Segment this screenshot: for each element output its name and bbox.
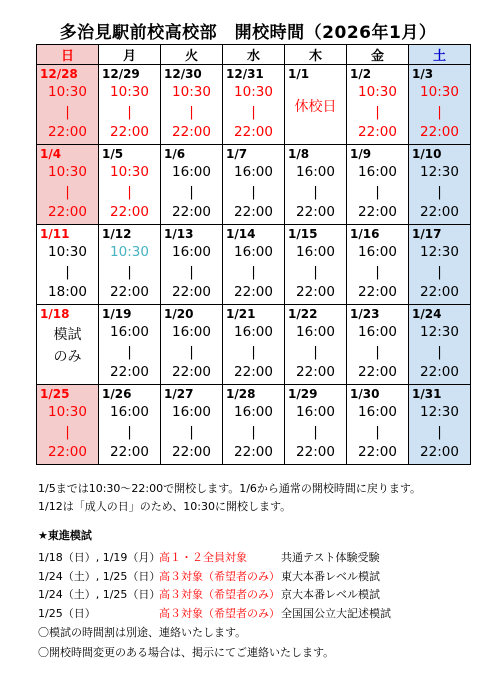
day-date: 1/21 — [226, 307, 256, 321]
weekday-sunday: 日 — [37, 45, 99, 65]
page-title: 多治見駅前校高校部 開校時間（2026年1月） — [59, 23, 437, 43]
time-separator: | — [127, 264, 132, 280]
open-time: 16:00 — [358, 404, 397, 420]
calendar-day-cell — [285, 65, 347, 145]
open-time: 10:30 — [48, 244, 87, 260]
time-separator: | — [313, 424, 318, 440]
mock-exam-target: 高３対象（希望者のみ） — [159, 569, 280, 583]
calendar-day-cell — [37, 305, 99, 385]
calendar-day-cell — [409, 65, 471, 145]
mock-exam-date: 1/25（日） — [38, 606, 96, 620]
calendar-day-cell — [347, 145, 409, 225]
close-time: 22:00 — [234, 124, 273, 140]
mock-exam-target: 高３対象（希望者のみ） — [159, 588, 280, 602]
calendar-day-cell — [223, 65, 285, 145]
time-separator: | — [313, 184, 318, 200]
calendar-day-cell — [285, 225, 347, 305]
close-time: 22:00 — [420, 124, 459, 140]
weekday-friday: 金 — [347, 45, 409, 65]
open-time: 16:00 — [110, 404, 149, 420]
open-time: 16:00 — [172, 244, 211, 260]
open-time: 12:30 — [420, 404, 459, 420]
close-time: 22:00 — [420, 284, 459, 300]
open-time: 16:00 — [358, 244, 397, 260]
time-separator: | — [313, 264, 318, 280]
open-time: 16:00 — [172, 164, 211, 180]
mock-exam-row — [38, 604, 441, 623]
time-separator: | — [251, 424, 256, 440]
day-date: 1/1 — [288, 67, 310, 81]
calendar-day-cell — [223, 385, 285, 465]
open-time: 16:00 — [358, 324, 397, 340]
mock-exam-date: 1/24（土）, 1/25（日） — [38, 569, 161, 583]
time-separator: | — [65, 424, 70, 440]
day-date: 1/10 — [412, 147, 442, 161]
day-date: 12/30 — [164, 67, 202, 81]
day-date: 1/20 — [164, 307, 194, 321]
calendar-day-cell — [409, 305, 471, 385]
mock-exam-section — [38, 527, 441, 622]
day-date: 1/31 — [412, 387, 442, 401]
day-date: 1/11 — [40, 227, 70, 241]
close-time: 22:00 — [172, 284, 211, 300]
day-date: 1/16 — [350, 227, 380, 241]
open-time: 12:30 — [420, 164, 459, 180]
day-date: 1/29 — [288, 387, 318, 401]
calendar-day-cell — [37, 225, 99, 305]
close-time: 22:00 — [420, 364, 459, 380]
calendar-day-cell — [409, 225, 471, 305]
calendar-day-cell — [99, 385, 161, 465]
time-separator: | — [251, 104, 256, 120]
calendar-day-cell — [37, 65, 99, 145]
time-separator: | — [251, 184, 256, 200]
weekday-saturday: 土 — [409, 45, 471, 65]
day-date: 1/25 — [40, 387, 70, 401]
calendar-week-row — [37, 225, 471, 305]
time-separator: | — [251, 264, 256, 280]
open-time: 16:00 — [172, 404, 211, 420]
mock-exam-row — [38, 585, 441, 604]
close-time: 22:00 — [234, 444, 273, 460]
close-time: 22:00 — [420, 204, 459, 220]
weekday-thursday: 木 — [285, 45, 347, 65]
open-time: 10:30 — [48, 404, 87, 420]
day-date: 1/13 — [164, 227, 194, 241]
open-time: 12:30 — [420, 324, 459, 340]
time-separator: | — [251, 344, 256, 360]
close-time: 22:00 — [358, 124, 397, 140]
calendar-day-cell — [161, 65, 223, 145]
close-time: 22:00 — [172, 124, 211, 140]
mock-only-label: のみ — [53, 349, 82, 365]
mock-exam-name: 全国国公立大記述模試 — [281, 606, 391, 620]
close-time: 22:00 — [358, 444, 397, 460]
open-time: 12:30 — [420, 244, 459, 260]
time-separator: | — [65, 184, 70, 200]
open-time: 16:00 — [110, 324, 149, 340]
calendar-day-cell — [37, 145, 99, 225]
open-time: 16:00 — [234, 324, 273, 340]
day-date: 1/18 — [40, 307, 70, 321]
calendar-day-cell — [161, 145, 223, 225]
time-separator: | — [375, 264, 380, 280]
mock-exam-name: 東大本番レベル模試 — [281, 569, 380, 583]
mock-exam-date: 1/18（日）, 1/19（月） — [38, 551, 161, 565]
calendar-day-cell — [99, 65, 161, 145]
calendar-day-cell — [223, 225, 285, 305]
day-date: 12/29 — [102, 67, 140, 81]
day-date: 1/3 — [412, 67, 434, 81]
day-date: 1/19 — [102, 307, 132, 321]
open-time: 16:00 — [296, 164, 335, 180]
day-date: 1/26 — [102, 387, 132, 401]
open-time: 10:30 — [358, 84, 397, 100]
time-separator: | — [189, 264, 194, 280]
open-time: 10:30 — [234, 84, 273, 100]
time-separator: | — [189, 424, 194, 440]
close-time: 22:00 — [172, 444, 211, 460]
mock-exam-name: 共通テスト体験受験 — [281, 551, 380, 565]
close-time: 22:00 — [110, 284, 149, 300]
day-date: 1/17 — [412, 227, 442, 241]
time-separator: | — [437, 264, 442, 280]
time-separator: | — [127, 184, 132, 200]
calendar-day-cell — [161, 305, 223, 385]
calendar-table — [36, 44, 471, 465]
mock-exam-date: 1/24（土）, 1/25（日） — [38, 588, 161, 602]
close-time: 22:00 — [110, 204, 149, 220]
close-time: 18:00 — [48, 284, 87, 300]
open-time: 16:00 — [172, 324, 211, 340]
day-date: 1/14 — [226, 227, 256, 241]
mock-only-label: 模試 — [53, 327, 82, 343]
calendar-week-row — [37, 305, 471, 385]
note-line: 1/5までは10:30～22:00で開校します。1/6から通常の開校時間に戻ります。 — [38, 482, 422, 495]
time-separator: | — [127, 104, 132, 120]
note-line: 1/12は「成人の日」のため、10:30に開校します。 — [38, 500, 292, 513]
open-time: 16:00 — [296, 244, 335, 260]
day-date: 1/9 — [350, 147, 372, 161]
open-time: 10:30 — [110, 164, 149, 180]
close-time: 22:00 — [296, 364, 335, 380]
calendar-week-row — [37, 385, 471, 465]
calendar-day-cell — [99, 145, 161, 225]
calendar-day-cell — [161, 385, 223, 465]
footer-notes — [38, 623, 334, 663]
day-date: 1/12 — [102, 227, 132, 241]
close-time: 22:00 — [172, 204, 211, 220]
mock-exam-title: ★東進模試 — [38, 529, 92, 542]
close-time: 22:00 — [172, 364, 211, 380]
close-time: 22:00 — [296, 444, 335, 460]
close-time: 22:00 — [420, 444, 459, 460]
day-date: 1/22 — [288, 307, 318, 321]
time-separator: | — [437, 104, 442, 120]
calendar-day-cell — [37, 385, 99, 465]
weekday-tuesday: 火 — [161, 45, 223, 65]
open-time: 16:00 — [358, 164, 397, 180]
close-time: 22:00 — [296, 284, 335, 300]
calendar-week-row — [37, 65, 471, 145]
open-time: 16:00 — [296, 404, 335, 420]
day-date: 1/30 — [350, 387, 380, 401]
open-time: 16:00 — [234, 244, 273, 260]
footer-line: 〇模試の時間割は別途、連絡いたします。 — [38, 626, 247, 639]
calendar-day-cell — [347, 305, 409, 385]
time-separator: | — [437, 344, 442, 360]
calendar-day-cell — [347, 65, 409, 145]
calendar-day-cell — [99, 305, 161, 385]
time-separator: | — [65, 104, 70, 120]
notes — [38, 480, 421, 516]
day-date: 1/7 — [226, 147, 248, 161]
close-time: 22:00 — [296, 204, 335, 220]
time-separator: | — [437, 424, 442, 440]
mock-exam-row — [38, 567, 441, 586]
calendar-day-cell — [409, 385, 471, 465]
mock-exam-name: 京大本番レベル模試 — [281, 588, 380, 602]
calendar-day-cell — [285, 305, 347, 385]
calendar-week-row — [37, 145, 471, 225]
open-time: 10:30 — [110, 244, 149, 260]
calendar-day-cell — [347, 385, 409, 465]
calendar-day-cell — [223, 145, 285, 225]
close-time: 22:00 — [358, 364, 397, 380]
close-time: 22:00 — [48, 124, 87, 140]
close-time: 22:00 — [234, 364, 273, 380]
calendar-day-cell — [99, 225, 161, 305]
footer-line: 〇開校時間変更のある場合は、掲示にてご連絡いたします。 — [38, 646, 335, 659]
calendar-day-cell — [161, 225, 223, 305]
calendar-day-cell — [409, 145, 471, 225]
time-separator: | — [189, 344, 194, 360]
calendar-day-cell — [347, 225, 409, 305]
calendar-day-cell — [285, 145, 347, 225]
open-time: 16:00 — [234, 404, 273, 420]
time-separator: | — [313, 344, 318, 360]
time-separator: | — [127, 344, 132, 360]
day-date: 1/27 — [164, 387, 194, 401]
open-time: 10:30 — [48, 164, 87, 180]
time-separator: | — [375, 424, 380, 440]
closed-label: 休校日 — [294, 99, 337, 115]
open-time: 10:30 — [110, 84, 149, 100]
open-time: 10:30 — [420, 84, 459, 100]
close-time: 22:00 — [358, 204, 397, 220]
time-separator: | — [65, 264, 70, 280]
weekday-monday: 月 — [99, 45, 161, 65]
time-separator: | — [375, 184, 380, 200]
close-time: 22:00 — [234, 204, 273, 220]
weekday-wednesday: 水 — [223, 45, 285, 65]
time-separator: | — [437, 184, 442, 200]
close-time: 22:00 — [234, 284, 273, 300]
time-separator: | — [127, 424, 132, 440]
mock-exam-target: 高３対象（希望者のみ） — [159, 606, 280, 620]
open-time: 16:00 — [234, 164, 273, 180]
mock-exam-target: 高１・２全員対象 — [159, 551, 247, 565]
close-time: 22:00 — [110, 444, 149, 460]
day-date: 1/23 — [350, 307, 380, 321]
open-time: 16:00 — [296, 324, 335, 340]
day-date: 1/8 — [288, 147, 310, 161]
mock-exam-row — [38, 548, 441, 567]
time-separator: | — [375, 344, 380, 360]
day-date: 1/2 — [350, 67, 372, 81]
day-date: 1/6 — [164, 147, 186, 161]
day-date: 12/28 — [40, 67, 78, 81]
time-separator: | — [189, 184, 194, 200]
time-separator: | — [189, 104, 194, 120]
day-date: 12/31 — [226, 67, 264, 81]
weekday-header-row — [37, 45, 471, 65]
open-time: 10:30 — [48, 84, 87, 100]
day-date: 1/15 — [288, 227, 318, 241]
close-time: 22:00 — [48, 204, 87, 220]
open-time: 10:30 — [172, 84, 211, 100]
day-date: 1/4 — [40, 147, 62, 161]
day-date: 1/24 — [412, 307, 442, 321]
time-separator: | — [375, 104, 380, 120]
close-time: 22:00 — [110, 364, 149, 380]
calendar-day-cell — [223, 305, 285, 385]
close-time: 22:00 — [358, 284, 397, 300]
calendar-day-cell — [285, 385, 347, 465]
close-time: 22:00 — [110, 124, 149, 140]
day-date: 1/5 — [102, 147, 124, 161]
day-date: 1/28 — [226, 387, 256, 401]
close-time: 22:00 — [48, 444, 87, 460]
